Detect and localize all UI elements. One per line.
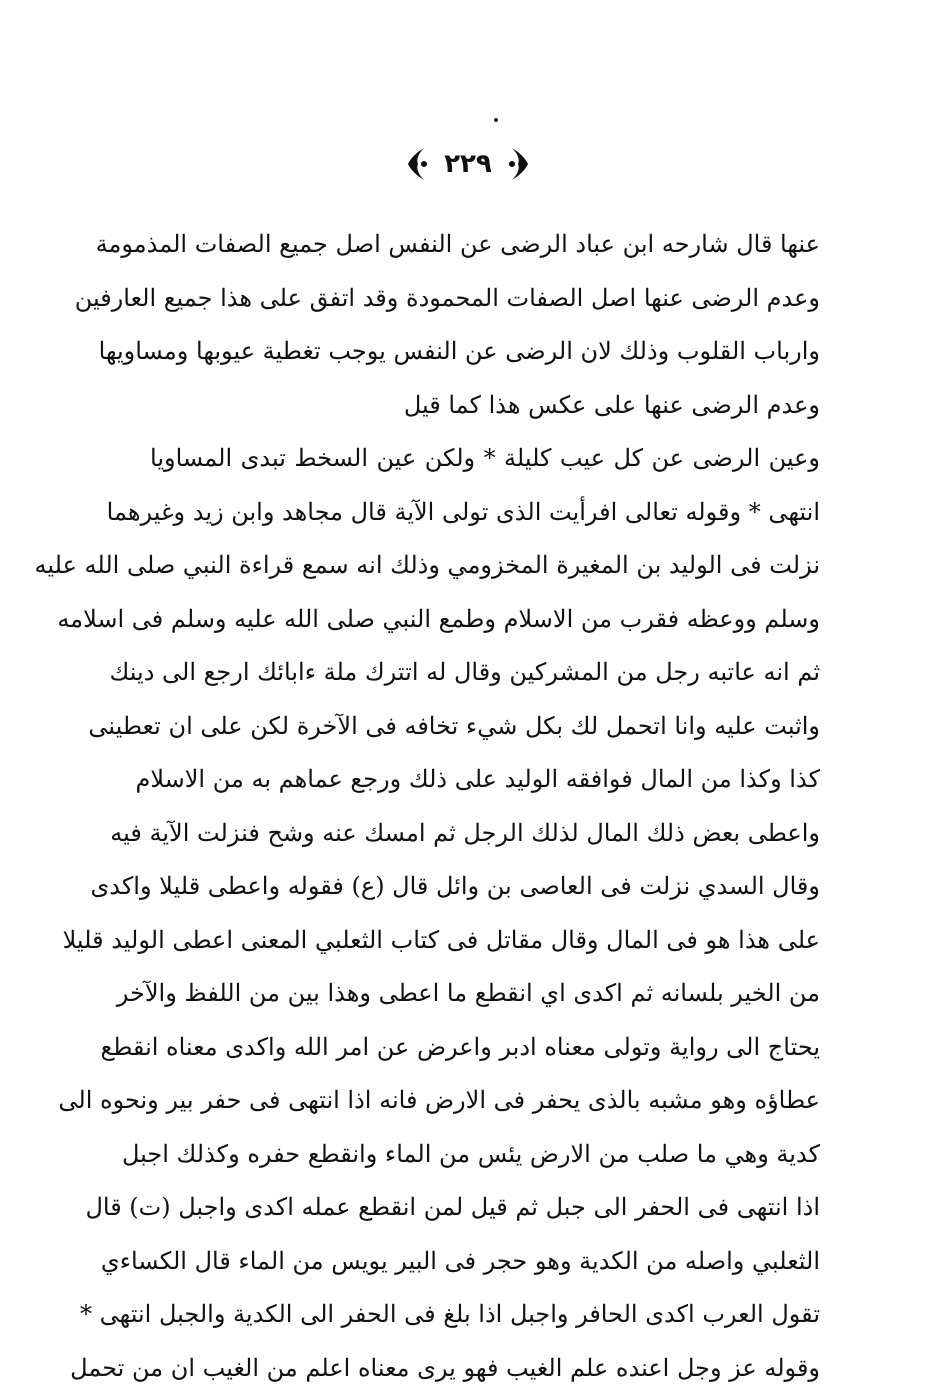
- text-line: تقول العرب اكدى الحافر واجبل اذا بلغ فى الحفر الى الكدية والجبل انتهى *: [150, 1288, 820, 1342]
- verse-line: وعين الرضى عن كل عيب كليلة * ولكن عين السخط تبدى المساويا: [150, 432, 820, 486]
- page-header: [0, 142, 936, 186]
- text-line: اذا انتهى فى الحفر الى جبل ثم قيل لمن انقطع عمله اكدى واجبل (ت) قال: [150, 1181, 820, 1235]
- text-line: وقوله عز وجل اعنده علم الغيب فهو يرى معناه اعلم من الغيب ان من تحمل: [150, 1342, 820, 1395]
- text-line: يحتاج الى رواية وتولى معناه ادبر واعرض عن امر الله واكدى معناه انقطع: [150, 1021, 820, 1075]
- text-line: واعطى بعض ذلك المال لذلك الرجل ثم امسك عنه وشح فنزلت الآية فيه: [150, 807, 820, 861]
- text-line: عنها قال شارحه ابن عباد الرضى عن النفس اصل جميع الصفات المذمومة: [150, 218, 820, 272]
- page-number: ٢٢٩: [444, 151, 492, 177]
- ink-dot: [494, 118, 498, 122]
- ornament-bracket-left-icon: [404, 146, 430, 182]
- text-line: انتهى * وقوله تعالى افرأيت الذى تولى الآية قال مجاهد وابن زيد وغيرهما: [150, 486, 820, 540]
- text-line: وقال السدي نزلت فى العاصى بن وائل قال (ع) فقوله واعطى قليلا واكدى: [150, 860, 820, 914]
- text-line: على هذا هو فى المال وقال مقاتل فى كتاب الثعلبي المعنى اعطى الوليد قليلا: [150, 914, 820, 968]
- text-line: وسلم ووعظه فقرب من الاسلام وطمع النبي صلى الله عليه وسلم فى اسلامه: [150, 593, 820, 647]
- text-line: كدية وهي ما صلب من الارض يئس من الماء وانقطع حفره وكذلك اجبل: [150, 1128, 820, 1182]
- text-line: وارباب القلوب وذلك لان الرضى عن النفس يوجب تغطية عيوبها ومساويها: [150, 325, 820, 379]
- text-line: واثبت عليه وانا اتحمل لك بكل شيء تخافه فى الآخرة لكن على ان تعطينى: [150, 700, 820, 754]
- text-line: وعدم الرضى عنها على عكس هذا كما قيل: [150, 379, 820, 433]
- text-line: وعدم الرضى عنها اصل الصفات المحمودة وقد اتفق على هذا جميع العارفين: [150, 272, 820, 326]
- text-line: من الخير بلسانه ثم اكدى اي انقطع ما اعطى وهذا بين من اللفظ والآخر: [150, 967, 820, 1021]
- text-line: عطاؤه وهو مشبه بالذى يحفر فى الارض فانه اذا انتهى فى حفر بير ونحوه الى: [150, 1074, 820, 1128]
- text-line: ثم انه عاتبه رجل من المشركين وقال له اتترك ملة ءابائك ارجع الى دينك: [150, 646, 820, 700]
- main-text-block: [150, 218, 820, 1328]
- ornament-bracket-right-icon: [506, 146, 532, 182]
- text-line: كذا وكذا من المال فوافقه الوليد على ذلك ورجع عماهم به من الاسلام: [150, 753, 820, 807]
- text-line: الثعلبي واصله من الكدية وهو حجر فى البير يويس من الماء قال الكساءي: [150, 1235, 820, 1289]
- text-line: نزلت فى الوليد بن المغيرة المخزومي وذلك انه سمع قراءة النبي صلى الله عليه: [150, 539, 820, 593]
